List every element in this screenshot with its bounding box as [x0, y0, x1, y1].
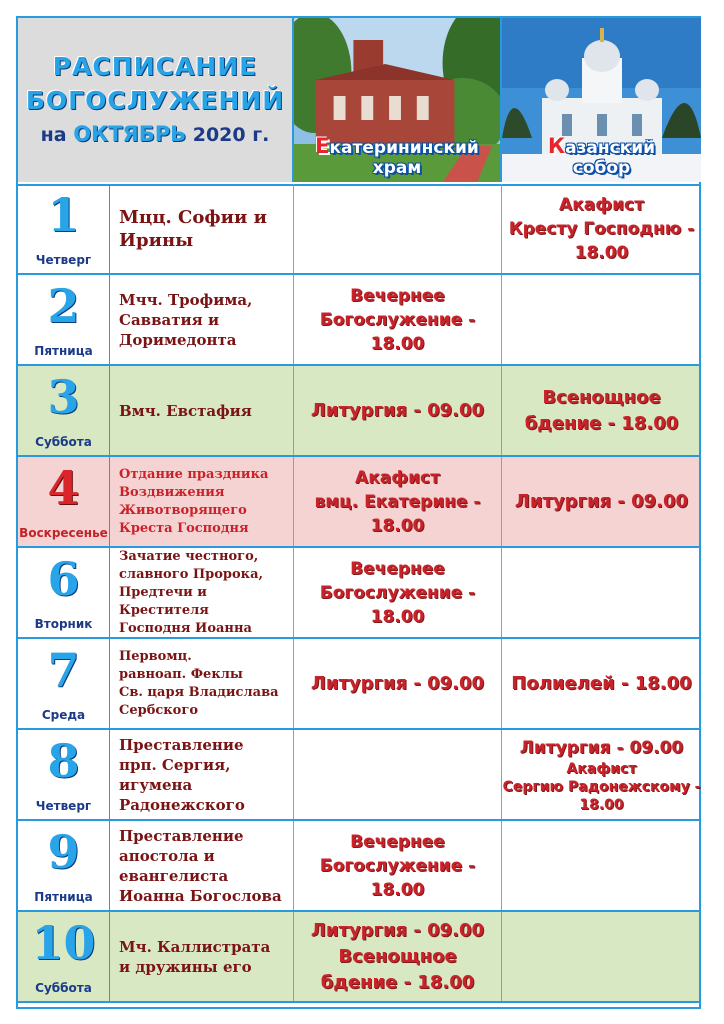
schedule-sheet — [16, 16, 701, 1009]
saint-line: Мчч. Трофима, — [119, 290, 253, 309]
schedule-row — [18, 184, 699, 275]
saint-line: Савватия и — [119, 310, 220, 329]
ekaterininsky-service-cell — [294, 912, 502, 1001]
service-line: Литургия - 09.00 — [310, 399, 485, 421]
saint-line: Мцц. Софии и — [119, 206, 267, 228]
schedule-row — [18, 275, 699, 366]
saint-line: Первомц. — [119, 648, 192, 664]
schedule-row — [18, 639, 699, 730]
service-line: 18.00 — [370, 333, 425, 354]
ekaterininsky-service-cell — [294, 366, 502, 455]
weekday-label: Среда — [41, 708, 86, 722]
kazansky-service-cell — [502, 366, 701, 455]
date-cell — [18, 184, 110, 273]
saint-cell — [110, 366, 294, 455]
date-cell — [18, 821, 110, 910]
saint-line: Мч. Каллистрата — [119, 937, 271, 956]
day-number: 3 — [47, 370, 80, 424]
saint-line: Отдание праздника — [119, 466, 269, 482]
day-number: 8 — [47, 734, 80, 788]
weekday-label: Четверг — [35, 799, 92, 813]
ekaterininsky-service-cell — [294, 730, 502, 819]
saint-cell — [110, 457, 294, 546]
date-cell — [18, 457, 110, 546]
date-cell — [18, 275, 110, 364]
service-line: бдение - 18.00 — [320, 971, 475, 993]
day-number: 2 — [47, 279, 80, 333]
saint-line: Воздвижения — [119, 484, 225, 500]
weekday-label: Пятница — [34, 890, 93, 904]
date-cell — [18, 548, 110, 637]
service-line: Литургия - 09.00 — [519, 737, 684, 758]
kazansky-service-cell — [502, 730, 701, 819]
date-cell — [18, 639, 110, 728]
day-number: 10 — [31, 916, 96, 970]
service-line: Всенощное — [542, 386, 661, 408]
church-left-initial: Е — [315, 134, 330, 158]
service-line: Кресту Господню - — [508, 218, 695, 239]
saint-line: Преставление — [119, 735, 244, 754]
saint-line: Вмч. Евстафия — [119, 401, 252, 420]
saint-line: игумена — [119, 775, 193, 794]
saint-line: Преставление — [119, 826, 244, 845]
saint-line: Иоанна Богослова — [119, 886, 282, 905]
saint-cell — [110, 821, 294, 910]
service-line: Литургия - 09.00 — [514, 490, 689, 512]
service-line: Вечернее — [350, 831, 445, 852]
saint-line: равноап. Феклы — [119, 666, 243, 682]
church-right-type: собор — [572, 158, 631, 178]
service-line: 18.00 — [574, 242, 629, 263]
kazansky-service-cell — [502, 457, 701, 546]
day-number: 6 — [47, 552, 80, 606]
ekaterininsky-service-cell — [294, 184, 502, 273]
ekaterininsky-service-cell — [294, 548, 502, 637]
service-line: Акафист — [559, 194, 644, 215]
weekday-label: Пятница — [34, 344, 93, 358]
church-right-caption — [502, 136, 701, 178]
day-number: 1 — [47, 188, 80, 242]
service-line: Богослужение - — [319, 309, 476, 330]
saint-commemoration — [119, 937, 270, 977]
service-line: Литургия - 09.00 — [310, 919, 485, 941]
saint-commemoration — [119, 206, 267, 252]
saint-cell — [110, 184, 294, 273]
saint-line: Св. царя Владислава — [119, 684, 279, 700]
church-left-caption — [294, 136, 500, 178]
schedule-row — [18, 821, 699, 912]
title-month: ОКТЯБРЬ — [73, 121, 187, 146]
date-cell — [18, 730, 110, 819]
schedule-header — [18, 18, 699, 186]
ekaterininsky-church-photo — [294, 18, 502, 182]
service-line: 18.00 — [370, 879, 425, 900]
title-month-line — [41, 118, 270, 151]
weekday-label: Вторник — [34, 617, 93, 631]
service-line: Всенощное — [338, 945, 457, 967]
kazansky-service-cell — [502, 821, 701, 910]
weekday-label: Воскресенье — [19, 526, 108, 540]
saint-line: Господня Иоанна — [119, 620, 252, 636]
service-line: Вечернее — [350, 558, 445, 579]
service-line: Богослужение - — [319, 855, 476, 876]
service-line: бдение - 18.00 — [524, 412, 679, 434]
saint-commemoration — [119, 548, 293, 638]
kazansky-service-cell — [502, 184, 701, 273]
title-line-2: БОГОСЛУЖЕНИЙ — [25, 85, 285, 115]
service-line: Вечернее — [350, 285, 445, 306]
ekaterininsky-service-cell — [294, 275, 502, 364]
saint-line: славного Пророка, — [119, 566, 264, 582]
saint-line: евангелиста — [119, 866, 229, 885]
service-line: вмц. Екатерине - — [314, 491, 481, 512]
saint-cell — [110, 730, 294, 819]
service-line: 18.00 — [370, 515, 425, 536]
saint-commemoration — [119, 826, 282, 906]
kazansky-service-cell — [502, 275, 701, 364]
weekday-label: Суббота — [35, 981, 92, 995]
saint-commemoration — [119, 466, 268, 538]
saint-line: прп. Сергия, — [119, 755, 231, 774]
service-line: Сергию Радонежскому - — [502, 778, 701, 795]
saint-cell — [110, 639, 294, 728]
service-line: 18.00 — [370, 606, 425, 627]
church-left-type: храм — [372, 158, 422, 178]
schedule-row — [18, 912, 699, 1003]
kazansky-cathedral-photo — [502, 18, 701, 182]
weekday-label: Четверг — [35, 253, 92, 267]
saint-commemoration — [119, 648, 279, 720]
saint-cell — [110, 548, 294, 637]
day-number: 4 — [47, 461, 80, 515]
saint-cell — [110, 275, 294, 364]
service-line: 18.00 — [579, 796, 624, 813]
service-line: Литургия - 09.00 — [310, 672, 485, 694]
title-year: 2020 г. — [192, 123, 270, 146]
saint-commemoration — [119, 401, 252, 421]
ekaterininsky-service-cell — [294, 457, 502, 546]
saint-line: Сербского — [119, 702, 198, 718]
schedule-row — [18, 730, 699, 821]
saint-line: Доримедонта — [119, 330, 237, 349]
church-right-initial: К — [547, 134, 566, 158]
title-box — [18, 18, 294, 182]
kazansky-service-cell — [502, 639, 701, 728]
kazansky-service-cell — [502, 912, 701, 1001]
schedule-row — [18, 548, 699, 639]
saint-line: Креста Господня — [119, 520, 249, 536]
saint-line: Радонежского — [119, 795, 245, 814]
saint-commemoration — [119, 290, 252, 350]
saint-commemoration — [119, 735, 245, 815]
service-line: Полиелей - 18.00 — [511, 672, 692, 694]
schedule-row — [18, 457, 699, 548]
saint-line: и дружины его — [119, 957, 252, 976]
ekaterininsky-service-cell — [294, 639, 502, 728]
ekaterininsky-service-cell — [294, 821, 502, 910]
service-line: Акафист — [355, 467, 440, 488]
title-line-1: РАСПИСАНИЕ — [52, 51, 258, 81]
saint-line: Животворящего — [119, 502, 247, 518]
day-number: 7 — [47, 643, 80, 697]
saint-line: Ирины — [119, 229, 194, 251]
service-line: Богослужение - — [319, 582, 476, 603]
saint-line: Зачатие честного, — [119, 548, 259, 564]
saint-cell — [110, 912, 294, 1001]
church-left-name: катерининский — [329, 138, 479, 158]
date-cell — [18, 912, 110, 1001]
date-cell — [18, 366, 110, 455]
saint-line: Предтечи и Крестителя — [119, 584, 209, 618]
kazansky-service-cell — [502, 548, 701, 637]
schedule-row — [18, 366, 699, 457]
saint-line: апостола и — [119, 846, 215, 865]
day-number: 9 — [47, 825, 80, 879]
church-right-name: азанский — [565, 138, 656, 158]
title-prefix: на — [40, 123, 67, 146]
service-line: Акафист — [566, 760, 637, 777]
weekday-label: Суббота — [35, 435, 92, 449]
